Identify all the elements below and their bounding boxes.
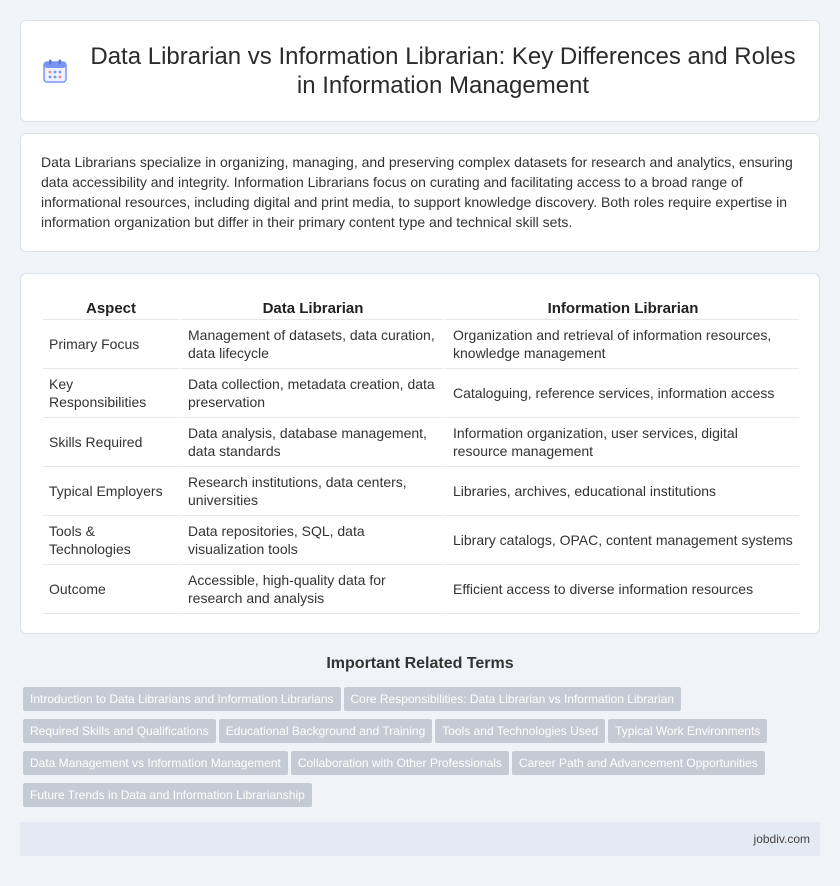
table-row — [43, 467, 799, 516]
cell-data-librarian: Data analysis, database management, data standards — [179, 418, 444, 467]
cell-information-librarian: Library catalogs, OPAC, content management systems — [444, 516, 799, 565]
table-row — [43, 320, 799, 369]
intro-paragraph: Data Librarians specialize in organizing, managing, and preserving complex datasets for research and analytics, ensuring data accessibility and integrity. Information Librarians focus on curating and facilitating access to a broad range of informational resources, including digital and print media, to support knowledge discovery. Both roles require expertise in information organization but differ in their primary content type and technical skill sets. — [41, 154, 793, 230]
cell-aspect: Key Responsibilities — [43, 369, 179, 418]
intro-card — [20, 133, 820, 252]
cell-data-librarian: Accessible, high-quality data for research and analysis — [179, 565, 444, 614]
table-header-row — [43, 292, 799, 320]
related-terms-list — [23, 687, 813, 815]
calendar-icon — [42, 58, 68, 84]
related-terms-heading: Important Related Terms — [326, 655, 514, 672]
related-term-tag[interactable]: Core Responsibilities: Data Librarian vs Information Librarian — [344, 687, 681, 711]
related-term-tag[interactable]: Tools and Technologies Used — [435, 719, 605, 743]
cell-information-librarian: Information organization, user services, digital resource management — [444, 418, 799, 467]
title-wrap — [22, 42, 818, 100]
table-row — [43, 516, 799, 565]
related-term-tag[interactable]: Career Path and Advancement Opportunities — [512, 751, 765, 775]
related-term-tag[interactable]: Typical Work Environments — [608, 719, 767, 743]
title-card — [20, 20, 820, 122]
cell-data-librarian: Management of datasets, data curation, data lifecycle — [179, 320, 444, 369]
cell-data-librarian: Research institutions, data centers, universities — [179, 467, 444, 516]
footer-site-link[interactable]: jobdiv.com — [753, 832, 810, 846]
related-term-tag[interactable]: Data Management vs Information Management — [23, 751, 288, 775]
cell-data-librarian: Data collection, metadata creation, data preservation — [179, 369, 444, 418]
table-row — [43, 369, 799, 418]
cell-aspect: Tools & Technologies — [43, 516, 179, 565]
cell-aspect: Outcome — [43, 565, 179, 614]
related-term-tag[interactable]: Collaboration with Other Professionals — [291, 751, 509, 775]
comparison-card — [20, 273, 820, 634]
cell-information-librarian: Efficient access to diverse information resources — [444, 565, 799, 614]
table-row — [43, 418, 799, 467]
table-row — [43, 565, 799, 614]
page-title: Data Librarian vs Information Librarian: Key Differences and Roles in Information Management — [90, 43, 796, 99]
cell-aspect: Skills Required — [43, 418, 179, 467]
related-term-tag[interactable]: Future Trends in Data and Information Librarianship — [23, 783, 312, 807]
cell-aspect: Typical Employers — [43, 467, 179, 516]
cell-information-librarian: Organization and retrieval of information resources, knowledge management — [444, 320, 799, 369]
cell-information-librarian: Cataloguing, reference services, information access — [444, 369, 799, 418]
comparison-table — [43, 292, 799, 614]
related-term-tag[interactable]: Educational Background and Training — [219, 719, 432, 743]
cell-aspect: Primary Focus — [43, 320, 179, 369]
related-term-tag[interactable]: Required Skills and Qualifications — [23, 719, 216, 743]
header-data-librarian: Data Librarian — [179, 292, 444, 320]
footer — [20, 822, 820, 856]
related-term-tag[interactable]: Introduction to Data Librarians and Information Librarians — [23, 687, 341, 711]
header-information-librarian: Information Librarian — [444, 292, 799, 320]
cell-data-librarian: Data repositories, SQL, data visualization tools — [179, 516, 444, 565]
header-aspect: Aspect — [43, 292, 179, 320]
cell-information-librarian: Libraries, archives, educational institutions — [444, 467, 799, 516]
